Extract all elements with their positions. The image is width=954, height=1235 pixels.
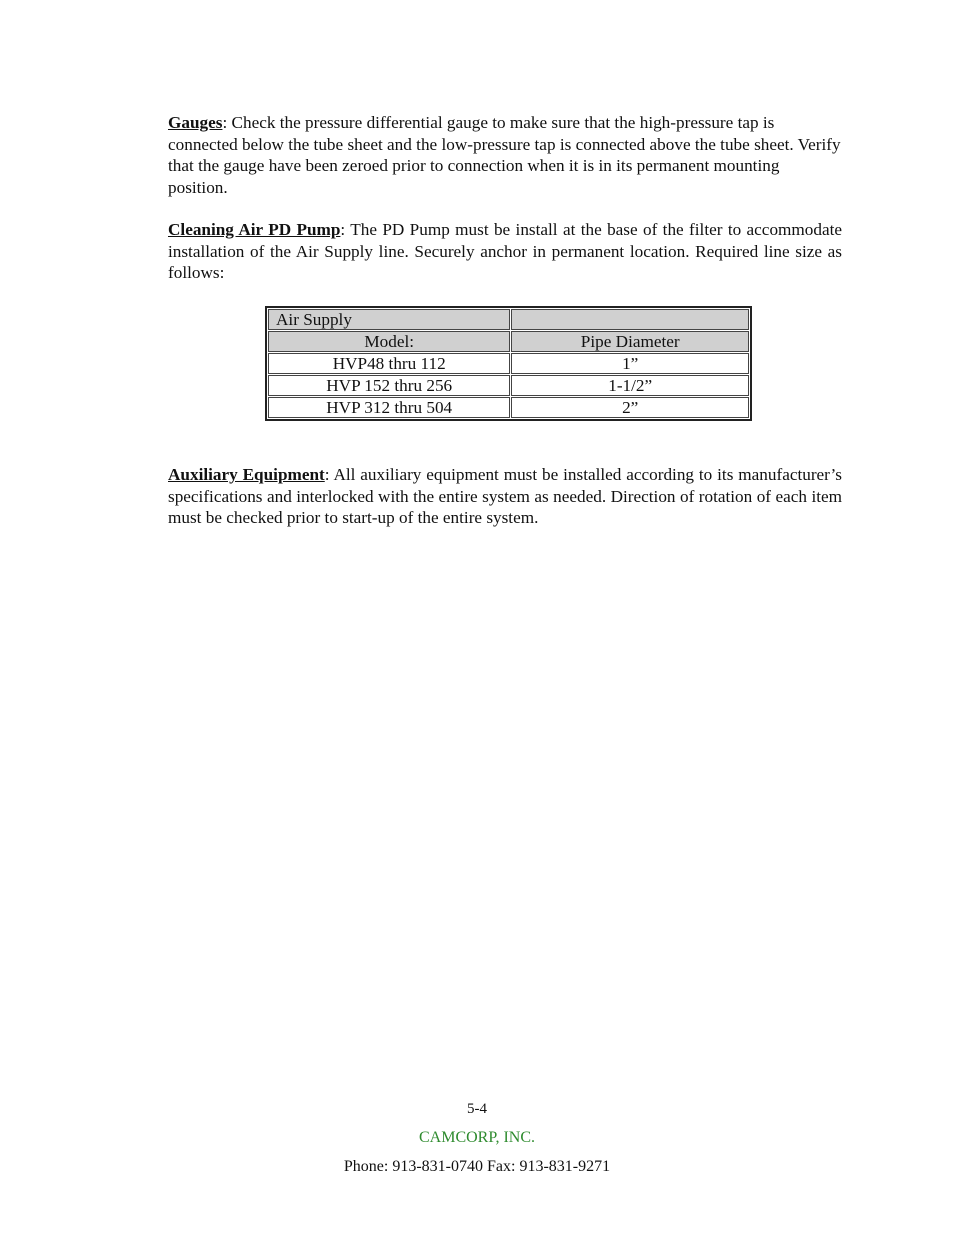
page-number: 5-4 <box>467 1101 487 1117</box>
cleaning-air-heading: Cleaning Air PD Pump <box>168 220 341 239</box>
table-title-row <box>268 309 749 330</box>
header-pipe-diameter: Pipe Diameter <box>511 331 749 352</box>
cell-pipe: 1” <box>511 353 749 374</box>
company-name: CAMCORP, INC. <box>418 1129 536 1146</box>
cell-model: HVP 312 thru 504 <box>268 397 510 418</box>
cell-model: HVP48 thru 112 <box>268 353 510 374</box>
gauges-heading: Gauges <box>168 113 223 132</box>
header-model: Model: <box>268 331 510 352</box>
auxiliary-paragraph <box>168 464 842 529</box>
cell-model: HVP 152 thru 256 <box>268 375 510 396</box>
air-supply-table <box>265 306 752 421</box>
table-title-cell: Air Supply <box>268 309 510 330</box>
contact-phone-fax: Phone: 913-831-0740 Fax: 913-831-9271 <box>343 1158 611 1175</box>
cell-pipe: 1-1/2” <box>511 375 749 396</box>
table-title-empty-cell <box>511 309 749 330</box>
gauges-text: : Check the pressure differential gauge to make sure that the high-pressure tap is connected below the tube sheet and the low-pressure tap is connected above the tube sheet. Verify that the gauge have been zeroed prior to connection when it is in its permanent mounting position. <box>168 113 841 197</box>
table-row <box>268 353 749 374</box>
auxiliary-text: : All auxiliary equipment must be installed according to its manufacturer’s specifications and interlocked with the entire system as needed. Direction of rotation of each item must be checked prior to start-up of the entire system. <box>168 465 842 527</box>
table-row <box>268 375 749 396</box>
gauges-paragraph <box>168 112 842 198</box>
cleaning-air-text: : The PD Pump must be install at the base of the filter to accommodate installation of the Air Supply line. Securely anchor in permanent location. Required line size as follows: <box>168 220 842 282</box>
auxiliary-heading: Auxiliary Equipment <box>168 465 325 484</box>
table-header-row <box>268 331 749 352</box>
table-row <box>268 397 749 418</box>
cell-pipe: 2” <box>511 397 749 418</box>
cleaning-air-paragraph <box>168 219 842 284</box>
